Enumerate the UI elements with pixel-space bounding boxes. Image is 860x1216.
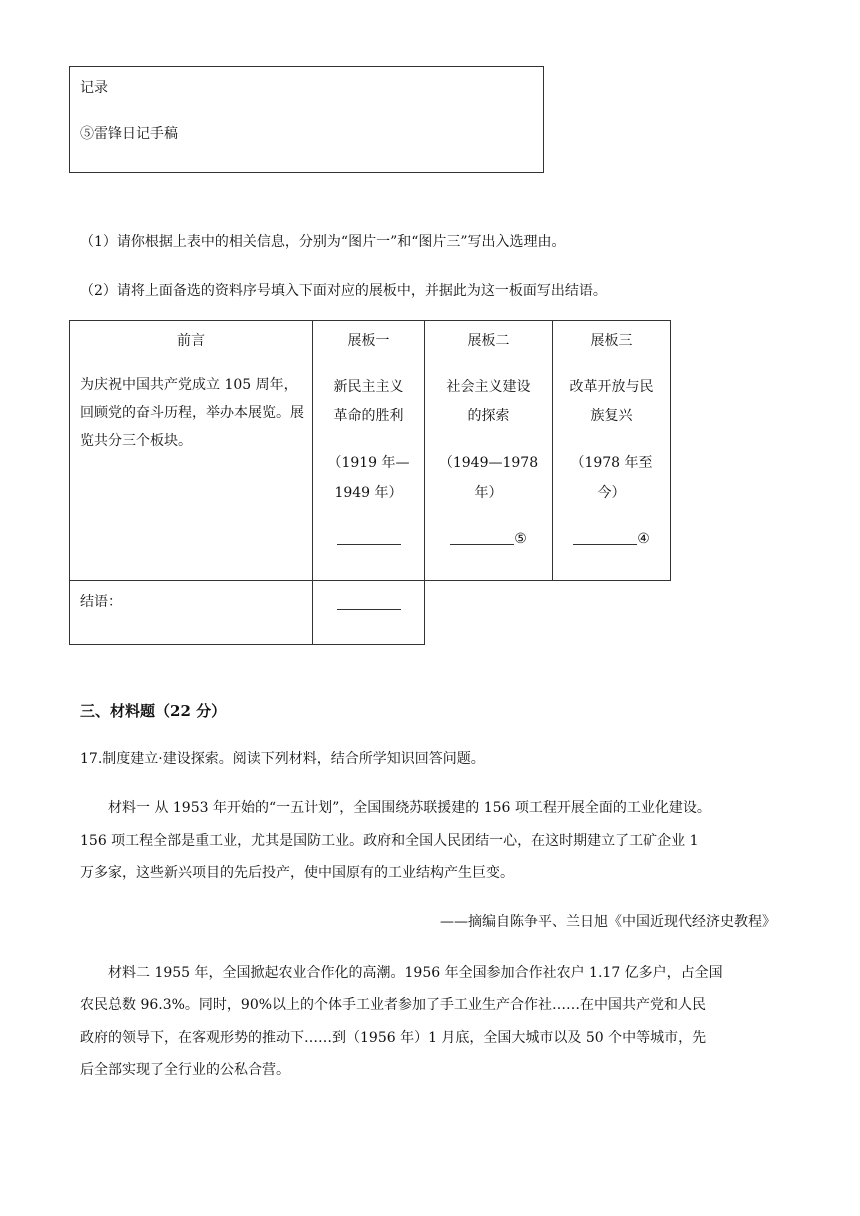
board-3-title-line2: 族复兴 [590, 408, 633, 424]
board-1-answer[interactable] [313, 524, 424, 554]
board-3-cell [552, 320, 671, 581]
material-2-line3: 政府的领导下，在客观形势的推动下……到（1956 年）1 月底，全国大城市以及 50 个中等城市，先 [80, 1030, 707, 1046]
record-label: 记录 [80, 80, 108, 96]
board-2-title-line2: 的探索 [467, 408, 510, 424]
board-2-header: 展板二 [467, 333, 510, 349]
material-1-line3: 万多家，这些新兴项目的先后投产，使中国原有的工业结构产生巨变。 [80, 865, 514, 881]
conclusion-label: 结语： [80, 594, 122, 610]
board-1-blank[interactable] [337, 528, 401, 545]
board-1-period-line2: 1949 年） [334, 485, 403, 501]
board-1-cell [312, 320, 425, 581]
material-1-line1: 材料一 从 1953 年开始的“一五计划”，全国围绕苏联援建的 156 项工程开展全面的工业化建设。 [108, 800, 711, 816]
board-3-period-line2: 今） [597, 485, 626, 501]
preface-cell [69, 320, 313, 581]
board-2-cell [424, 320, 553, 581]
conclusion-blank[interactable] [337, 593, 401, 610]
section-3-title: 三、材料题（22 分） [80, 702, 227, 720]
board-3-period-line1: （1978 年至 [570, 455, 653, 471]
material-2-line4: 后全部实现了全行业的公私合营。 [80, 1062, 290, 1078]
board-2-period-line2: 年） [474, 485, 503, 501]
record-box [69, 66, 544, 173]
record-item: ⑤雷锋日记手稿 [80, 126, 178, 142]
material-1-source: ——摘编自陈争平、兰日旭《中国近现代经济史教程》 [440, 914, 776, 930]
board-1-period-line1: （1919 年— [327, 455, 410, 471]
preface-body: 为庆祝中国共产党成立 105 周年，回顾党的奋斗历程，举办本展览。展览共分三个板块。 [80, 377, 304, 449]
board-1-title-line2: 革命的胜利 [333, 408, 404, 424]
material-1-line2: 156 项工程全部是重工业，尤其是国防工业。政府和全国人民团结一心，在这时期建立了工矿企业 1 [80, 833, 699, 849]
conclusion-answer-cell[interactable] [312, 580, 425, 645]
board-1-header: 展板一 [347, 333, 390, 349]
board-3-header: 展板三 [590, 333, 633, 349]
question-17: 17.制度建立·建设探索。阅读下列材料，结合所学知识回答问题。 [80, 751, 485, 767]
board-2-answer[interactable]: ⑤ [425, 524, 552, 554]
board-1-title-line1: 新民主主义 [333, 379, 404, 395]
material-2-line1: 材料二 1955 年，全国掀起农业合作化的高潮。1956 年全国参加合作社农户 1.17 亿多户，占全国 [108, 965, 723, 981]
question-1: （1）请你根据上表中的相关信息，分别为“图片一”和“图片三”写出入选理由。 [80, 234, 566, 250]
question-2: （2）请将上面备选的资料序号填入下面对应的展板中，并据此为这一板面写出结语。 [80, 283, 607, 299]
board-3-blank[interactable] [573, 528, 637, 545]
board-3-answer[interactable]: ④ [553, 524, 670, 554]
material-2-line2: 农民总数 96.3%。同时，90%以上的个体手工业者参加了手工业生产合作社……在中国共产党和人民 [80, 997, 707, 1013]
preface-header: 前言 [177, 333, 205, 349]
board-2-period-line1: （1949—1978 [438, 455, 539, 471]
board-2-blank[interactable] [450, 528, 514, 545]
board-3-title-line1: 改革开放与民 [569, 379, 654, 395]
board-2-title-line1: 社会主义建设 [446, 379, 531, 395]
conclusion-cell [69, 580, 313, 645]
